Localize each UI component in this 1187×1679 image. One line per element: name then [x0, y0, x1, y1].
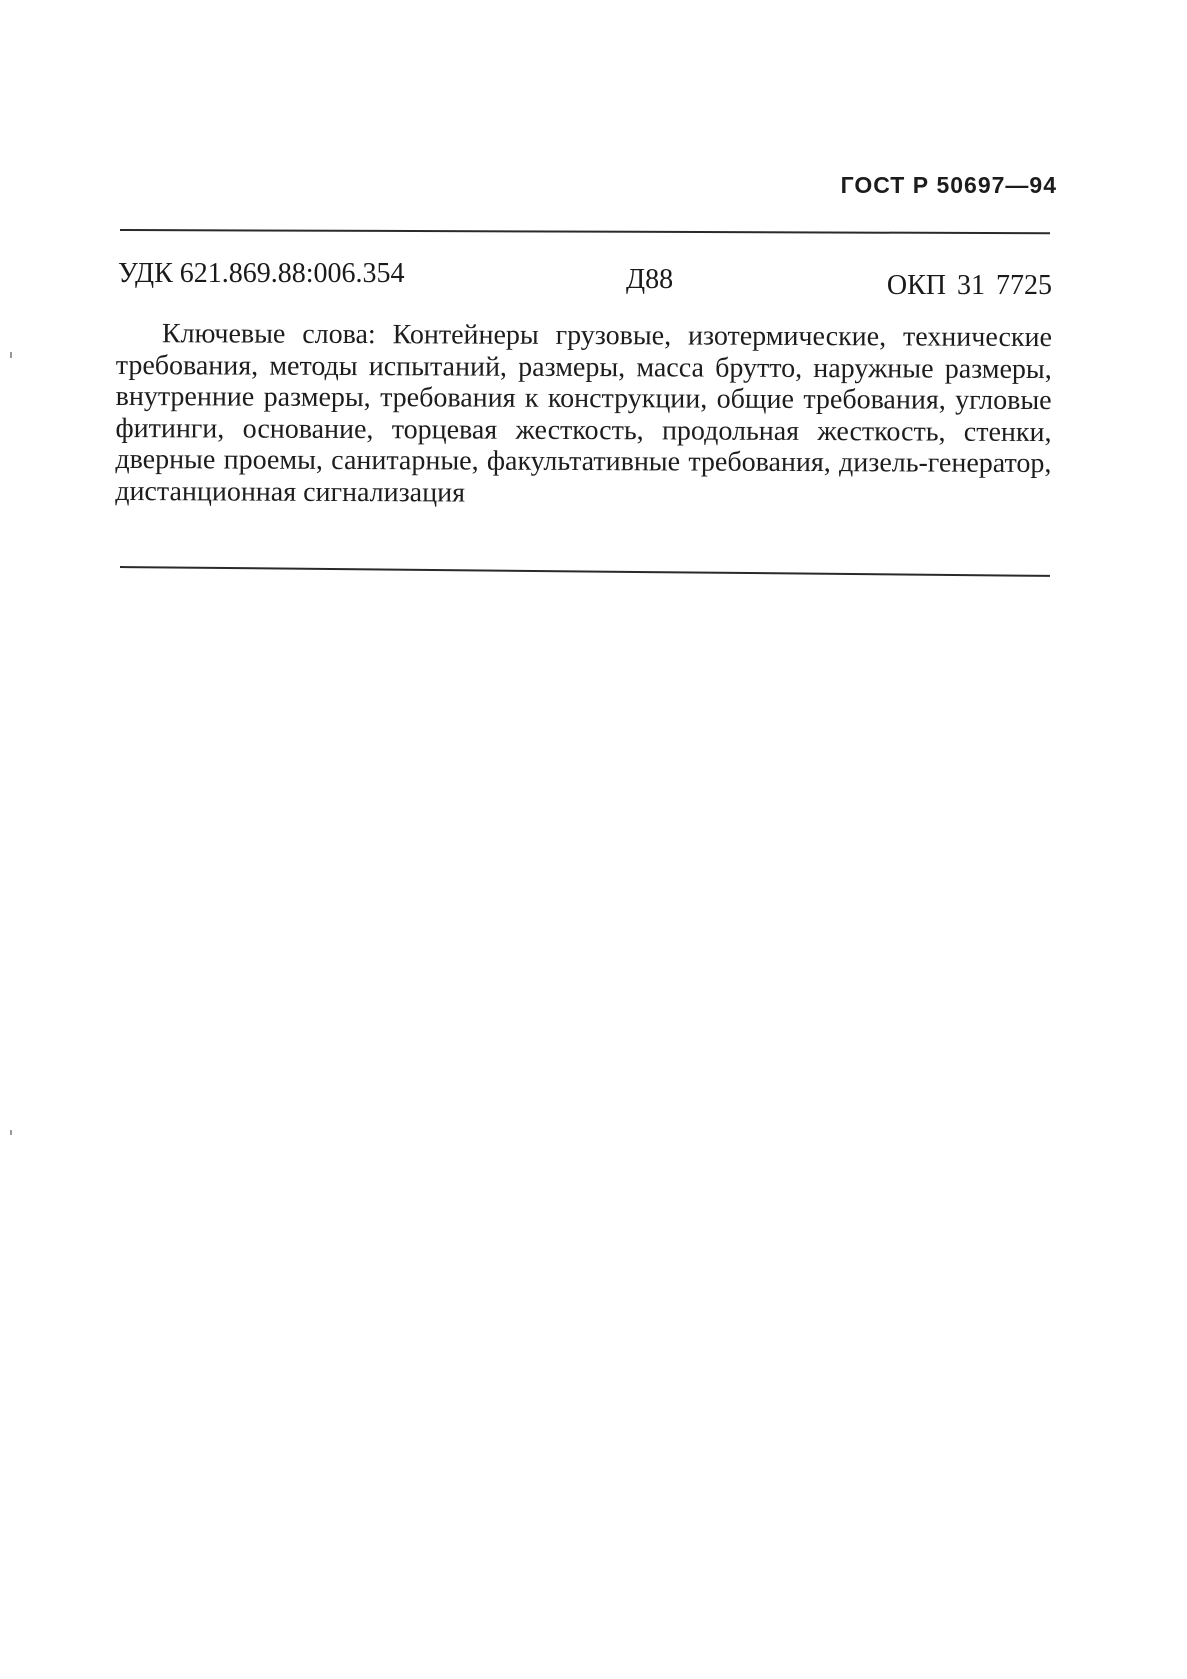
keywords-paragraph: Ключевые слова: Контейнеры грузовые, изотермические, технические требования, методы испытаний, размеры, масса брутто, наружные размеры, внутренние размеры, требования к конструкции, общие требования, угловые фитинги, основание, торцевая жесткость, продольная жесткость, стенки, дверные проемы, санитарные, факультативные требования, дизель-генератор, дистанционная сигнализация [115, 318, 1052, 509]
top-divider [120, 229, 1050, 234]
document-number: ГОСТ Р 50697—94 [840, 172, 1057, 198]
scan-speck [10, 352, 12, 358]
udk-code: УДК 621.869.88:006.354 [118, 258, 405, 289]
scan-speck [10, 1130, 12, 1135]
group-code: Д88 [626, 264, 674, 295]
okp-code: ОКП 31 7725 [886, 270, 1052, 301]
bottom-divider [120, 566, 1050, 577]
classification-row [118, 258, 1056, 301]
